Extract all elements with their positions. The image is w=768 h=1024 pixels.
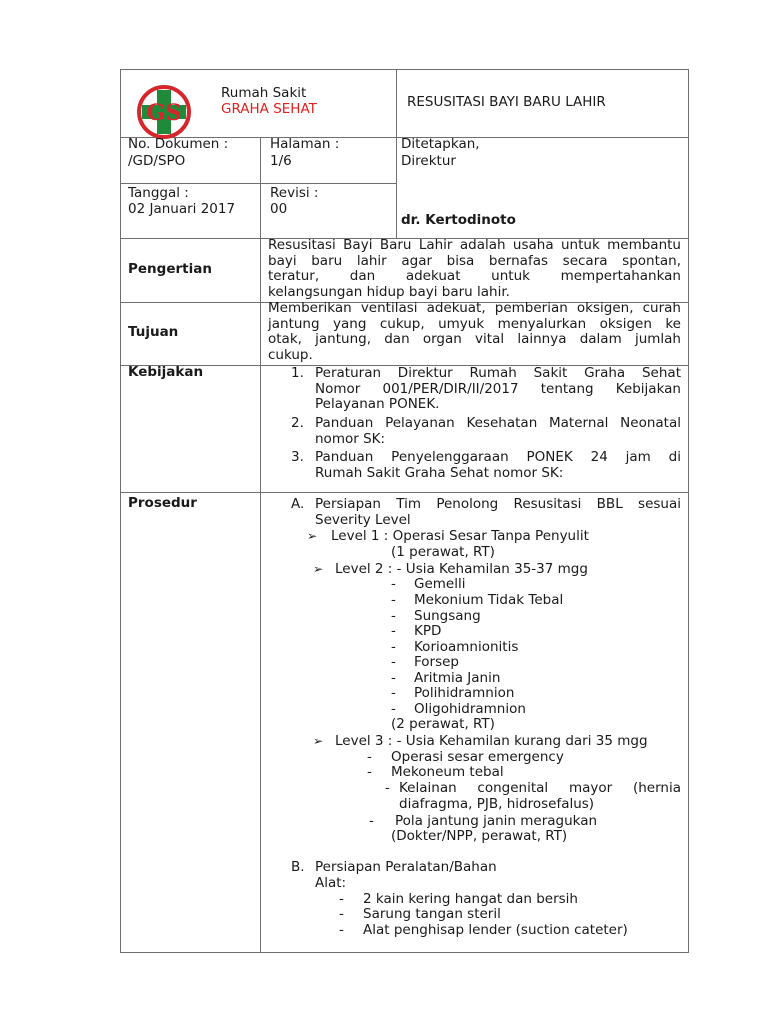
level3-text: Level 3 : - Usia Kehamilan kurang dari 35 mgg <box>335 733 648 749</box>
section-a-line: Severity Level <box>315 511 411 528</box>
pengertian-text <box>268 238 681 300</box>
border-bottom <box>120 952 689 953</box>
dash-bullet: - <box>385 780 390 796</box>
section-a-letter: A. <box>291 496 305 512</box>
established-role: Direktur <box>401 153 456 169</box>
level2-item: Polihidramnion <box>414 685 515 701</box>
pengertian-line: teratur, dan adekuat untuk mempertahankan <box>268 268 681 284</box>
dash-bullet: - <box>391 592 396 608</box>
level3-item: Mekoneum tebal <box>391 764 504 780</box>
tujuan-line: Memberikan ventilasi adekuat, pemberian oksigen, curah <box>268 300 681 316</box>
pengertian-line: kelangsungan hidup bayi baru lahir. <box>268 283 510 300</box>
established-label: Ditetapkan, <box>401 136 480 152</box>
dash-bullet: - <box>391 685 396 701</box>
dash-bullet: - <box>391 639 396 655</box>
section-a-line: Persiapan Tim Penolong Resusitasi BBL sesuai <box>315 496 681 512</box>
level3-item-line: diafragma, PJB, hidrosefalus) <box>399 795 595 812</box>
hospital-name-line1: Rumah Sakit <box>221 85 307 101</box>
pengertian-label: Pengertian <box>128 261 212 277</box>
level2-item: Korioamnionitis <box>414 639 519 655</box>
alat-label: Alat: <box>315 875 347 891</box>
kebijakan-line: Panduan Penyelenggaraan PONEK 24 jam di <box>315 449 681 465</box>
level2-item: KPD <box>414 623 442 639</box>
doc-number-label: No. Dokumen : <box>128 136 229 152</box>
border-left <box>120 69 121 953</box>
arrow-bullet-icon: ➢ <box>313 562 324 576</box>
level3-item: Pola jantung janin meragukan <box>395 813 598 829</box>
level3-staff: (Dokter/NPP, perawat, RT) <box>391 828 568 844</box>
level3-item-line: Kelainan congenital mayor (hernia <box>399 780 681 796</box>
dash-bullet: - <box>369 813 374 829</box>
page-value: 1/6 <box>270 153 292 169</box>
dash-bullet: - <box>339 906 344 922</box>
kebijakan-line: Pelayanan PONEK. <box>315 396 440 412</box>
dash-bullet: - <box>391 670 396 686</box>
hospital-logo <box>136 84 192 140</box>
alat-item: 2 kain kering hangat dan bersih <box>363 891 578 907</box>
border-right <box>688 69 689 953</box>
level1-text: Level 1 : Operasi Sesar Tanpa Penyulit <box>331 528 589 544</box>
pengertian-line: bayi baru lahir agar bisa bernafas secara spontan, <box>268 252 681 269</box>
border-meta-mid <box>120 183 397 184</box>
tujuan-text <box>268 301 681 363</box>
tujuan-line: jantung yang cukup, umyuk menyalurkan oksigen ke <box>268 315 681 332</box>
level2-item: Gemelli <box>414 576 466 592</box>
level2-item: Forsep <box>414 654 460 670</box>
revision-value: 00 <box>270 201 288 217</box>
kebijakan-label: Kebijakan <box>128 364 204 380</box>
tujuan-line: cukup. <box>268 346 313 363</box>
section-b-letter: B. <box>291 859 305 875</box>
section-a-title <box>315 497 681 528</box>
level2-item: Mekonium Tidak Tebal <box>414 592 564 608</box>
level2-item: Sungsang <box>414 608 481 624</box>
alat-item: Sarung tangan steril <box>363 906 501 922</box>
pengertian-line: Resusitasi Bayi Baru Lahir adalah usaha untuk membantu <box>268 237 681 253</box>
kebijakan-line: Panduan Pelayanan Kesehatan Maternal Neonatal <box>315 415 681 431</box>
level3-item <box>399 781 681 812</box>
level2-staff: (2 perawat, RT) <box>391 716 495 732</box>
level2-text: Level 2 : - Usia Kehamilan 35-37 mgg <box>335 561 588 577</box>
border-header-split <box>396 69 397 239</box>
border-kebijakan-bottom <box>120 492 689 493</box>
alat-item: Alat penghisap lender (suction cateter) <box>363 922 628 938</box>
document-title: RESUSITASI BAYI BARU LAHIR <box>407 94 606 110</box>
date-label: Tanggal : <box>128 185 189 201</box>
tujuan-line: otak, jantung, dan organ vital lainnya dalam jumlah <box>268 331 681 347</box>
level1-staff: (1 perawat, RT) <box>391 544 495 560</box>
date-value: 02 Januari 2017 <box>128 201 236 217</box>
tujuan-label: Tujuan <box>128 324 179 340</box>
dash-bullet: - <box>367 749 372 765</box>
kebijakan-number: 3. <box>291 449 304 465</box>
page-label: Halaman : <box>270 136 340 152</box>
kebijakan-line: Peraturan Direktur Rumah Sakit Graha Sehat <box>315 365 681 381</box>
dash-bullet: - <box>339 922 344 938</box>
kebijakan-line: Rumah Sakit Graha Sehat nomor SK: <box>315 464 564 481</box>
dash-bullet: - <box>391 623 396 639</box>
section-b-title: Persiapan Peralatan/Bahan <box>315 859 497 875</box>
hospital-name-line2: GRAHA SEHAT <box>221 101 317 117</box>
level2-item: Oligohidramnion <box>414 701 526 717</box>
revision-label: Revisi : <box>270 185 319 201</box>
doc-number-value: /GD/SPO <box>128 153 186 169</box>
kebijakan-item <box>315 366 681 413</box>
kebijakan-item <box>315 416 681 447</box>
arrow-bullet-icon: ➢ <box>307 529 318 543</box>
dash-bullet: - <box>391 576 396 592</box>
dash-bullet: - <box>391 654 396 670</box>
kebijakan-item <box>315 450 681 481</box>
arrow-bullet-icon: ➢ <box>313 734 324 748</box>
kebijakan-number: 2. <box>291 415 304 431</box>
border-col-split <box>260 137 261 953</box>
dash-bullet: - <box>391 608 396 624</box>
logo-lettering: GS <box>146 100 182 126</box>
border-top <box>120 69 689 70</box>
dash-bullet: - <box>391 701 396 717</box>
dash-bullet: - <box>339 891 344 907</box>
prosedur-label: Prosedur <box>128 495 197 511</box>
kebijakan-line: nomor SK: <box>315 430 386 447</box>
director-name: dr. Kertodinoto <box>401 212 516 228</box>
kebijakan-number: 1. <box>291 365 304 381</box>
level3-item: Operasi sesar emergency <box>391 749 564 765</box>
level2-item: Aritmia Janin <box>414 670 501 686</box>
kebijakan-line: Nomor 001/PER/DIR/II/2017 tentang Kebijakan <box>315 380 681 397</box>
dash-bullet: - <box>367 764 372 780</box>
